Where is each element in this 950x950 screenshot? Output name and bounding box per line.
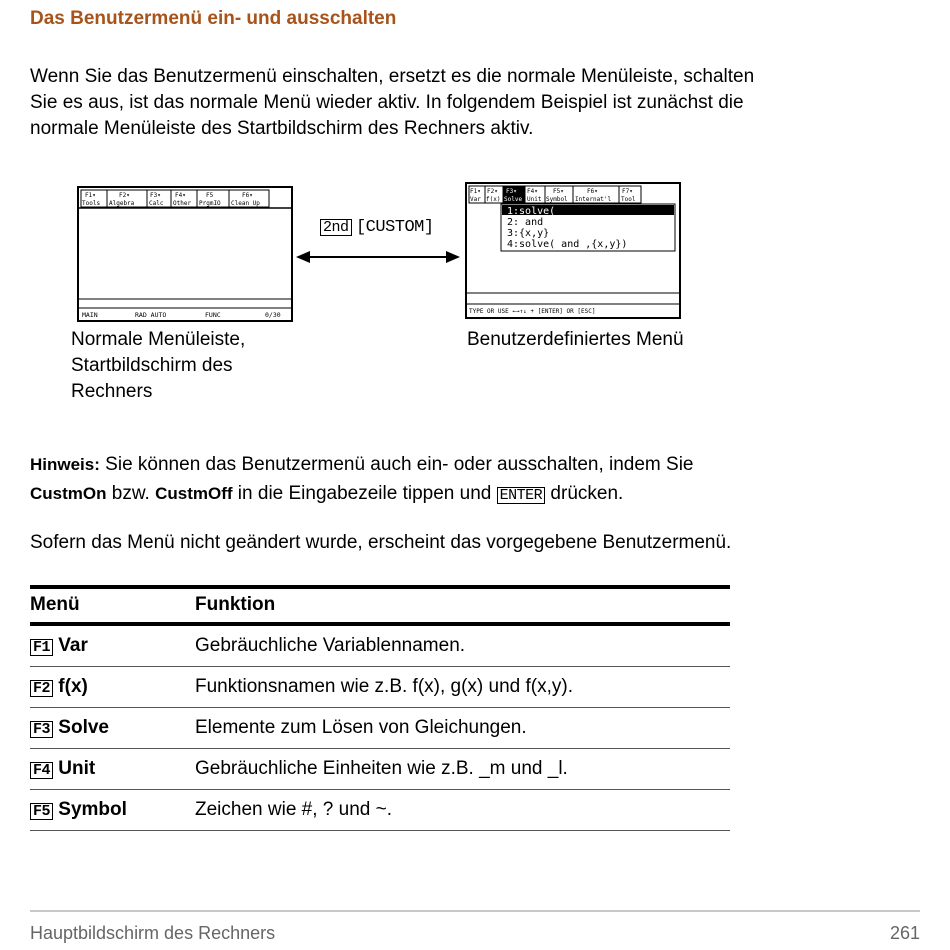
screen-tab-fkey: F5▾ — [553, 188, 564, 195]
hint-label: Hinweis: — [30, 455, 100, 474]
screen-status-graph: FUNC — [205, 311, 221, 319]
toggle-key-sequence — [320, 218, 434, 237]
caption-line: Benutzerdefiniertes Menü — [467, 329, 684, 350]
screen-tab-label: f(x) — [486, 196, 501, 203]
screen-tab-fkey: F4▾ — [175, 192, 186, 199]
screen-tab-fkey: F5 — [206, 192, 214, 199]
screen-tab-label: Clean Up — [231, 200, 260, 207]
screen-tab-fkey: F4▾ — [527, 188, 538, 195]
table-cell-function: Elemente zum Lösen von Gleichungen. — [195, 708, 730, 749]
footer-title: Hauptbildschirm des Rechners — [30, 923, 276, 943]
solve-dropdown-menu — [501, 204, 675, 251]
intro-line: normale Menüleiste des Startbildschirm des Rechners aktiv. — [30, 118, 534, 139]
page-number: 261 — [889, 923, 920, 943]
screen-tab-fkey: F1▾ — [85, 192, 96, 199]
menu-name: Symbol — [58, 799, 127, 820]
table-cell-function: Gebräuchliche Variablennamen. — [195, 624, 730, 667]
hint-line — [30, 479, 920, 508]
screen-status-hint: TYPE OR USE ←→↑↓ + [ENTER] OR [ESC] — [469, 308, 596, 315]
screen-status-history: 0/30 — [265, 311, 281, 319]
key-2nd: 2nd — [320, 219, 352, 236]
table-header-function: Funktion — [195, 587, 730, 624]
screen-tab-label: Solve — [504, 196, 523, 203]
screen-tab-fkey: F3▾ — [150, 192, 161, 199]
table-header-row — [30, 587, 730, 624]
caption-line: Rechners — [71, 381, 153, 402]
hint-text: bzw. — [106, 483, 156, 504]
menu-name: Solve — [58, 717, 109, 738]
menu-item: 2: and — [507, 217, 544, 228]
custom-menu-table — [30, 585, 730, 831]
intro-paragraph — [30, 64, 920, 142]
caption-line: Startbildschirm des — [71, 355, 233, 376]
screen-tab-fkey: F6▾ — [242, 192, 253, 199]
table-cell-menu — [30, 624, 195, 667]
intro-line: Wenn Sie das Benutzermenü einschalten, ersetzt es die normale Menüleiste, schalten — [30, 66, 755, 87]
hint-line — [30, 450, 920, 479]
menu-name: Var — [58, 635, 88, 656]
screen-tab-fkey: F7▾ — [622, 188, 633, 195]
caption-custom-menu — [467, 327, 684, 353]
table-row — [30, 667, 730, 708]
table-cell-menu — [30, 708, 195, 749]
section-heading: Das Benutzermenü ein- und ausschalten — [30, 8, 397, 29]
screen-tab-label: Tool — [621, 196, 636, 203]
screen-tab-fkey: F6▾ — [587, 188, 598, 195]
intro-line: Sie es aus, ist das normale Menü wieder aktiv. In folgendem Beispiel ist zunächst die — [30, 92, 744, 113]
screen-tab-fkey: F1▾ — [470, 188, 481, 195]
hint-text: drücken. — [545, 483, 624, 504]
footer-rule — [30, 910, 920, 912]
screen-tab-label: Unit — [527, 196, 542, 203]
screen-tab-bar — [469, 186, 641, 203]
screen-tab-bar — [81, 190, 269, 207]
calculator-screen-normal-graphic — [79, 188, 291, 320]
hint-text: Sie können das Benutzermenü auch ein- oder ausschalten, indem Sie — [99, 454, 694, 475]
table-cell-function: Funktionsnamen wie z.B. f(x), g(x) und f(x,y). — [195, 667, 730, 708]
fkey-keycap: F2 — [30, 680, 53, 697]
calculator-screen-custom — [465, 182, 681, 319]
menu-item: 4:solve( and ,{x,y}) — [507, 239, 628, 250]
command-custmoff: CustmOff — [155, 484, 233, 503]
menu-name: Unit — [58, 758, 96, 779]
fkey-keycap: F3 — [30, 721, 53, 738]
screen-tab-label: Other — [173, 200, 192, 207]
menu-item: 3:{x,y} — [507, 228, 550, 239]
fkey-keycap: F1 — [30, 639, 53, 656]
key-enter: ENTER — [497, 487, 546, 504]
menu-name: f(x) — [58, 676, 88, 697]
screen-tab-label: PrgmIO — [199, 200, 221, 207]
table-cell-function: Gebräuchliche Einheiten wie z.B. _m und _l. — [195, 749, 730, 790]
screen-tab-fkey: F2▾ — [487, 188, 498, 195]
screen-tab-fkey: F3▾ — [506, 188, 517, 195]
table-row — [30, 790, 730, 831]
screen-tab-fkey: F2▾ — [119, 192, 130, 199]
screen-tab-label: Var — [470, 196, 481, 203]
screen-tab-label: Tools — [82, 200, 101, 207]
screen-tab-label: Symbol — [546, 196, 568, 203]
fkey-keycap: F4 — [30, 762, 53, 779]
hint-paragraph — [30, 450, 920, 508]
hint-text: in die Eingabezeile tippen und — [232, 483, 497, 504]
table-cell-function: Zeichen wie #, ? und ~. — [195, 790, 730, 831]
table-header-menu: Menü — [30, 587, 195, 624]
table-cell-menu — [30, 667, 195, 708]
default-menu-paragraph: Sofern das Menü nicht geändert wurde, erscheint das vorgegebene Benutzermenü. — [30, 532, 732, 553]
table-row — [30, 708, 730, 749]
screen-tab-label: Internat'l — [575, 196, 612, 203]
caption-normal-menu — [71, 327, 245, 405]
double-arrow-icon — [296, 247, 460, 267]
table-cell-menu — [30, 749, 195, 790]
screen-status-mode: MAIN — [82, 311, 98, 319]
screen-tab-label: Calc — [149, 200, 164, 207]
screen-tab-label: Algebra — [109, 200, 135, 207]
screen-status-angle: RAD AUTO — [135, 311, 167, 319]
caption-line: Normale Menüleiste, — [71, 329, 246, 350]
table-cell-menu — [30, 790, 195, 831]
menu-item: 1:solve( — [507, 206, 556, 217]
command-custmon: CustmOn — [30, 484, 107, 503]
key-custom: [CUSTOM] — [355, 218, 434, 237]
table-row — [30, 624, 730, 667]
calculator-screen-custom-graphic — [467, 184, 679, 317]
calculator-screen-normal — [77, 186, 293, 322]
fkey-keycap: F5 — [30, 803, 53, 820]
table-row — [30, 749, 730, 790]
